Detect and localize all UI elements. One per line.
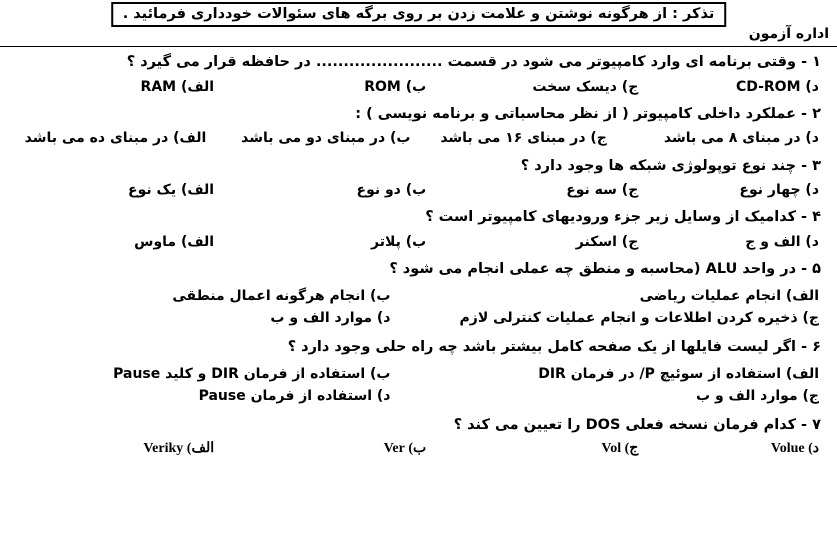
header-divider <box>0 46 837 47</box>
answer-options <box>10 76 827 100</box>
option-c[interactable]: ج) Vol <box>601 441 639 457</box>
option-c[interactable]: ج) اسکنر <box>575 233 639 250</box>
question-text: ۷ - کدام فرمان نسخه فعلی DOS را تعیین می کند ؟ <box>453 416 821 433</box>
option-b[interactable]: ب) انجام هرگونه اعمال منطقی <box>172 287 391 304</box>
option-d[interactable]: د) در مبنای ۸ می باشد <box>663 130 819 147</box>
option-d[interactable]: د) CD-ROM <box>735 78 819 95</box>
exam-office-label: اداره آزمون <box>748 26 829 42</box>
question-text: ۵ - در واحد ALU (محاسبه و منطق چه عملی انجام می شود ؟ <box>389 261 821 277</box>
question-text: ۴ - کدامیک از وسایل زیر جزء ورودیهای کامپیوتر است ؟ <box>425 209 821 226</box>
question-6 <box>10 335 827 411</box>
option-a[interactable]: الف) ماوس <box>134 233 215 250</box>
question-text: ۱ - وقتی برنامه ای وارد کامپیوتر می شود در قسمت ....................... در حافظه قرار می گیرد ؟ <box>126 54 821 70</box>
option-b[interactable]: ب) در مبنای دو می باشد <box>241 130 411 147</box>
question-5 <box>10 257 827 333</box>
option-a[interactable]: الف) Veriky <box>143 441 215 457</box>
answer-options <box>10 231 827 255</box>
option-d[interactable]: د) چهار نوع <box>739 182 819 199</box>
question-text: ۲ - عملکرد داخلی کامپیوتر ( از نظر محاسباتی و برنامه نویسی ) : <box>355 105 821 122</box>
question-4 <box>10 205 827 255</box>
answer-options <box>10 283 827 333</box>
header <box>0 0 837 42</box>
option-b[interactable]: ب) Ver <box>383 441 427 457</box>
option-b[interactable]: ب) ROM <box>364 78 427 95</box>
option-a[interactable]: الف) انجام عملیات ریاضی <box>639 287 819 304</box>
option-b[interactable]: ب) پلاتر <box>371 233 427 250</box>
question-2 <box>10 102 827 152</box>
option-c[interactable]: ج) سه نوع <box>566 182 639 199</box>
option-c[interactable]: ج) موارد الف و ب <box>696 387 819 404</box>
question-3 <box>10 154 827 204</box>
option-c[interactable]: ج) ذخیره کردن اطلاعات و انجام عملیات کنترلی لازم <box>459 309 819 326</box>
question-7 <box>10 413 827 463</box>
option-d[interactable]: د) Volue <box>770 441 819 457</box>
answer-options <box>10 361 827 411</box>
questions-list <box>0 50 837 465</box>
option-a[interactable]: الف) در مبنای ده می باشد <box>24 130 207 147</box>
option-a[interactable]: الف) استفاده از سوئیچ P/ در فرمان DIR <box>538 365 819 382</box>
question-1 <box>10 50 827 100</box>
option-b[interactable]: ب) استفاده از فرمان DIR و کلید Pause <box>113 365 391 382</box>
option-d[interactable]: د) استفاده از فرمان Pause <box>198 387 391 404</box>
option-d[interactable]: د) الف و ج <box>745 233 819 250</box>
question-text: ۶ - اگر لیست فایلها از یک صفحه کامل بیشتر باشد چه راه حلی وجود دارد ؟ <box>287 338 821 355</box>
answer-options <box>10 438 827 462</box>
option-d[interactable]: د) موارد الف و ب <box>270 309 391 326</box>
question-text: ۳ - چند نوع توپولوژی شبکه ها وجود دارد ؟ <box>520 157 821 174</box>
answer-options <box>10 127 827 151</box>
exam-notice-box: تذکر : از هرگونه نوشتن و علامت زدن بر روی برگه های سئوالات خودداری فرمائید . <box>111 2 727 27</box>
option-b[interactable]: ب) دو نوع <box>356 182 427 199</box>
answer-options <box>10 179 827 203</box>
option-a[interactable]: الف) RAM <box>140 78 215 95</box>
option-c[interactable]: ج) دیسک سخت <box>532 78 639 95</box>
option-c[interactable]: ج) در مبنای ۱۶ می باشد <box>440 130 607 147</box>
option-a[interactable]: الف) یک نوع <box>128 182 215 199</box>
